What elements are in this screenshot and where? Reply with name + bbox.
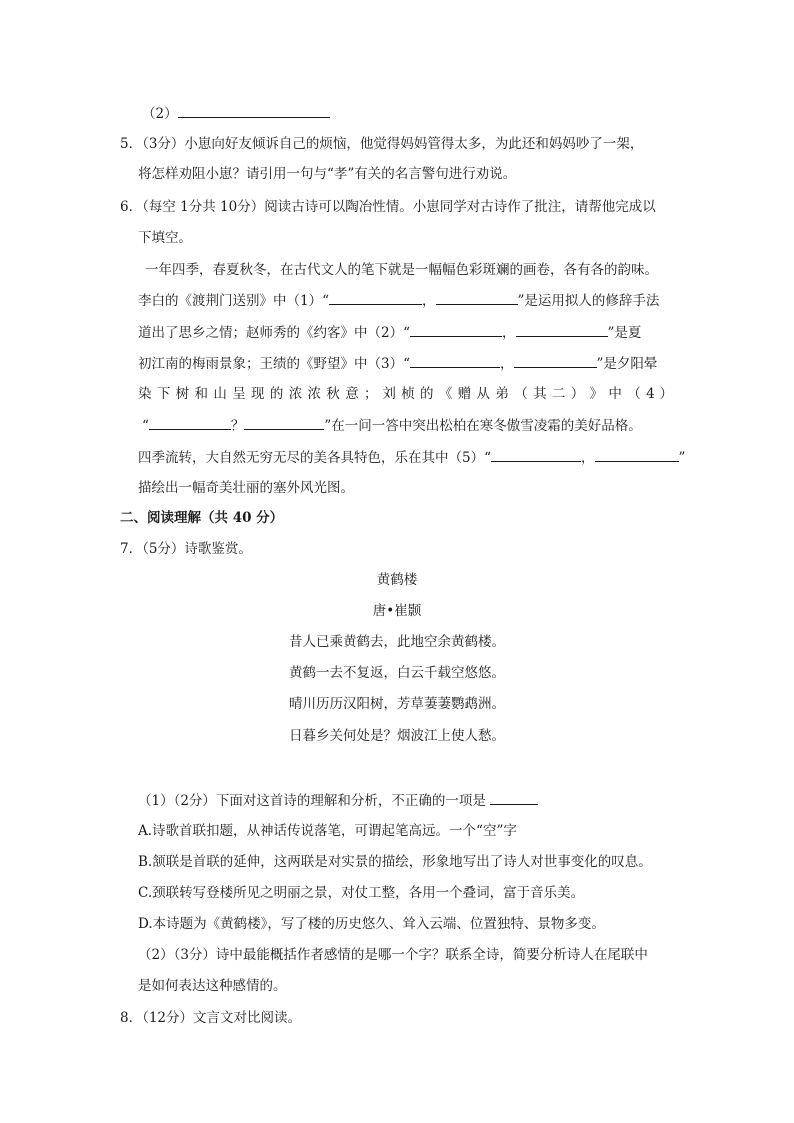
q4-sub2-line <box>142 103 330 124</box>
q6-line2: 下填空。 <box>138 230 192 246</box>
q6-paragraph-8: 描绘出一幅奇美壮丽的塞外风光图。 <box>138 480 354 496</box>
q7-sub2-line1: （2）（3分）诗中最能概括作者感情的是哪一个字？联系全诗，简要分析诗人在尾联中 <box>138 947 648 963</box>
q8-header: 8．（12分）文言文对比阅读。 <box>120 1010 302 1026</box>
answer-blank[interactable] <box>490 790 538 805</box>
answer-blank[interactable] <box>410 353 500 368</box>
answer-blank[interactable] <box>410 322 502 337</box>
q7-sub2-line2: 是如何表达这种感情的。 <box>138 978 287 994</box>
poem-line: 晴川历历汉阳树，芳草萋萋鹦鹉洲。 <box>289 696 505 712</box>
answer-blank[interactable] <box>514 353 597 368</box>
answer-blank[interactable] <box>436 290 518 305</box>
q6-paragraph-3: 道出了思乡之情；赵师秀的《约客》中（2）“ ， ”是夏 <box>138 322 641 343</box>
answer-blank[interactable] <box>516 322 608 337</box>
poem-title: 黄鹤楼 <box>376 572 418 588</box>
q7-sub1: （1）（2分）下面对这首诗的理解和分析，不正确的一项是 <box>138 790 538 811</box>
answer-blank[interactable] <box>178 103 330 118</box>
q6-paragraph-5: 染 下 树 和 山 呈 现 的 浓 浓 秋 意 ； 刘 桢 的 《 赠 从 弟 （ 其 二 ） 》 中 （ 4 ） <box>138 386 673 402</box>
answer-blank[interactable] <box>329 290 422 305</box>
answer-blank[interactable] <box>595 447 679 462</box>
option-b: B.颔联是首联的延伸，这两联是对实景的描绘，形象地写出了诗人对世事变化的叹息。 <box>138 854 652 870</box>
option-a: A.诗歌首联扣题，从神话传说落笔，可谓起笔高远。一个“空”字 <box>138 823 517 839</box>
q6-paragraph-4: 初江南的梅雨景象；王绩的《野望》中（3）“ ， ”是夕阳晕 <box>138 353 657 374</box>
poem-author: 唐•崔颢 <box>372 603 422 619</box>
poem-line: 日暮乡关何处是？烟波江上使人愁。 <box>289 728 505 744</box>
q6-paragraph-2: 李白的《渡荆门送别》中（1）“ ， ”是运用拟人的修辞手法 <box>138 290 659 311</box>
answer-blank[interactable] <box>491 447 581 462</box>
q6-paragraph-6: “ ？ ”在一问一答中突出松柏在寒冬傲雪凌霜的美好品格。 <box>142 415 642 436</box>
q7-header: 7．（5分）诗歌鉴赏。 <box>120 541 252 557</box>
answer-blank[interactable] <box>244 415 324 430</box>
poem-line: 昔人已乘黄鹤去，此地空余黄鹤楼。 <box>289 634 505 650</box>
answer-blank[interactable] <box>149 415 231 430</box>
section-2-title: 二、阅读理解（共 40 分） <box>120 510 284 526</box>
q5-line1: 5．（3分）小崽向好友倾诉自己的烦恼，他觉得妈妈管得太多，为此还和妈妈吵了一架， <box>120 136 644 152</box>
option-d: D.本诗题为《黄鹤楼》，写了楼的历史悠久、耸入云端、位置独特、景物多变。 <box>138 916 605 932</box>
option-c: C.颈联转写登楼所见之明丽之景，对仗工整，各用一个叠词，富于音乐美。 <box>138 885 585 901</box>
q4-sub2-label: （2） <box>142 106 178 122</box>
q5-line2: 将怎样劝阻小崽？请引用一句与“孝”有关的名言警句进行劝说。 <box>138 166 517 182</box>
poem-line: 黄鹤一去不复返，白云千载空悠悠。 <box>289 665 505 681</box>
q6-paragraph-7: 四季流转，大自然无穷无尽的美各具特色，乐在其中（5）“ ， ” <box>138 447 685 468</box>
q6-line1: 6．（每空 1分共 10分）阅读古诗可以陶冶性情。小崽同学对古诗作了批注，请帮他完成以 <box>120 199 656 215</box>
q6-paragraph-1: 一年四季，春夏秋冬，在古代文人的笔下就是一幅幅色彩斑斓的画卷，各有各的韵味。 <box>145 262 658 278</box>
